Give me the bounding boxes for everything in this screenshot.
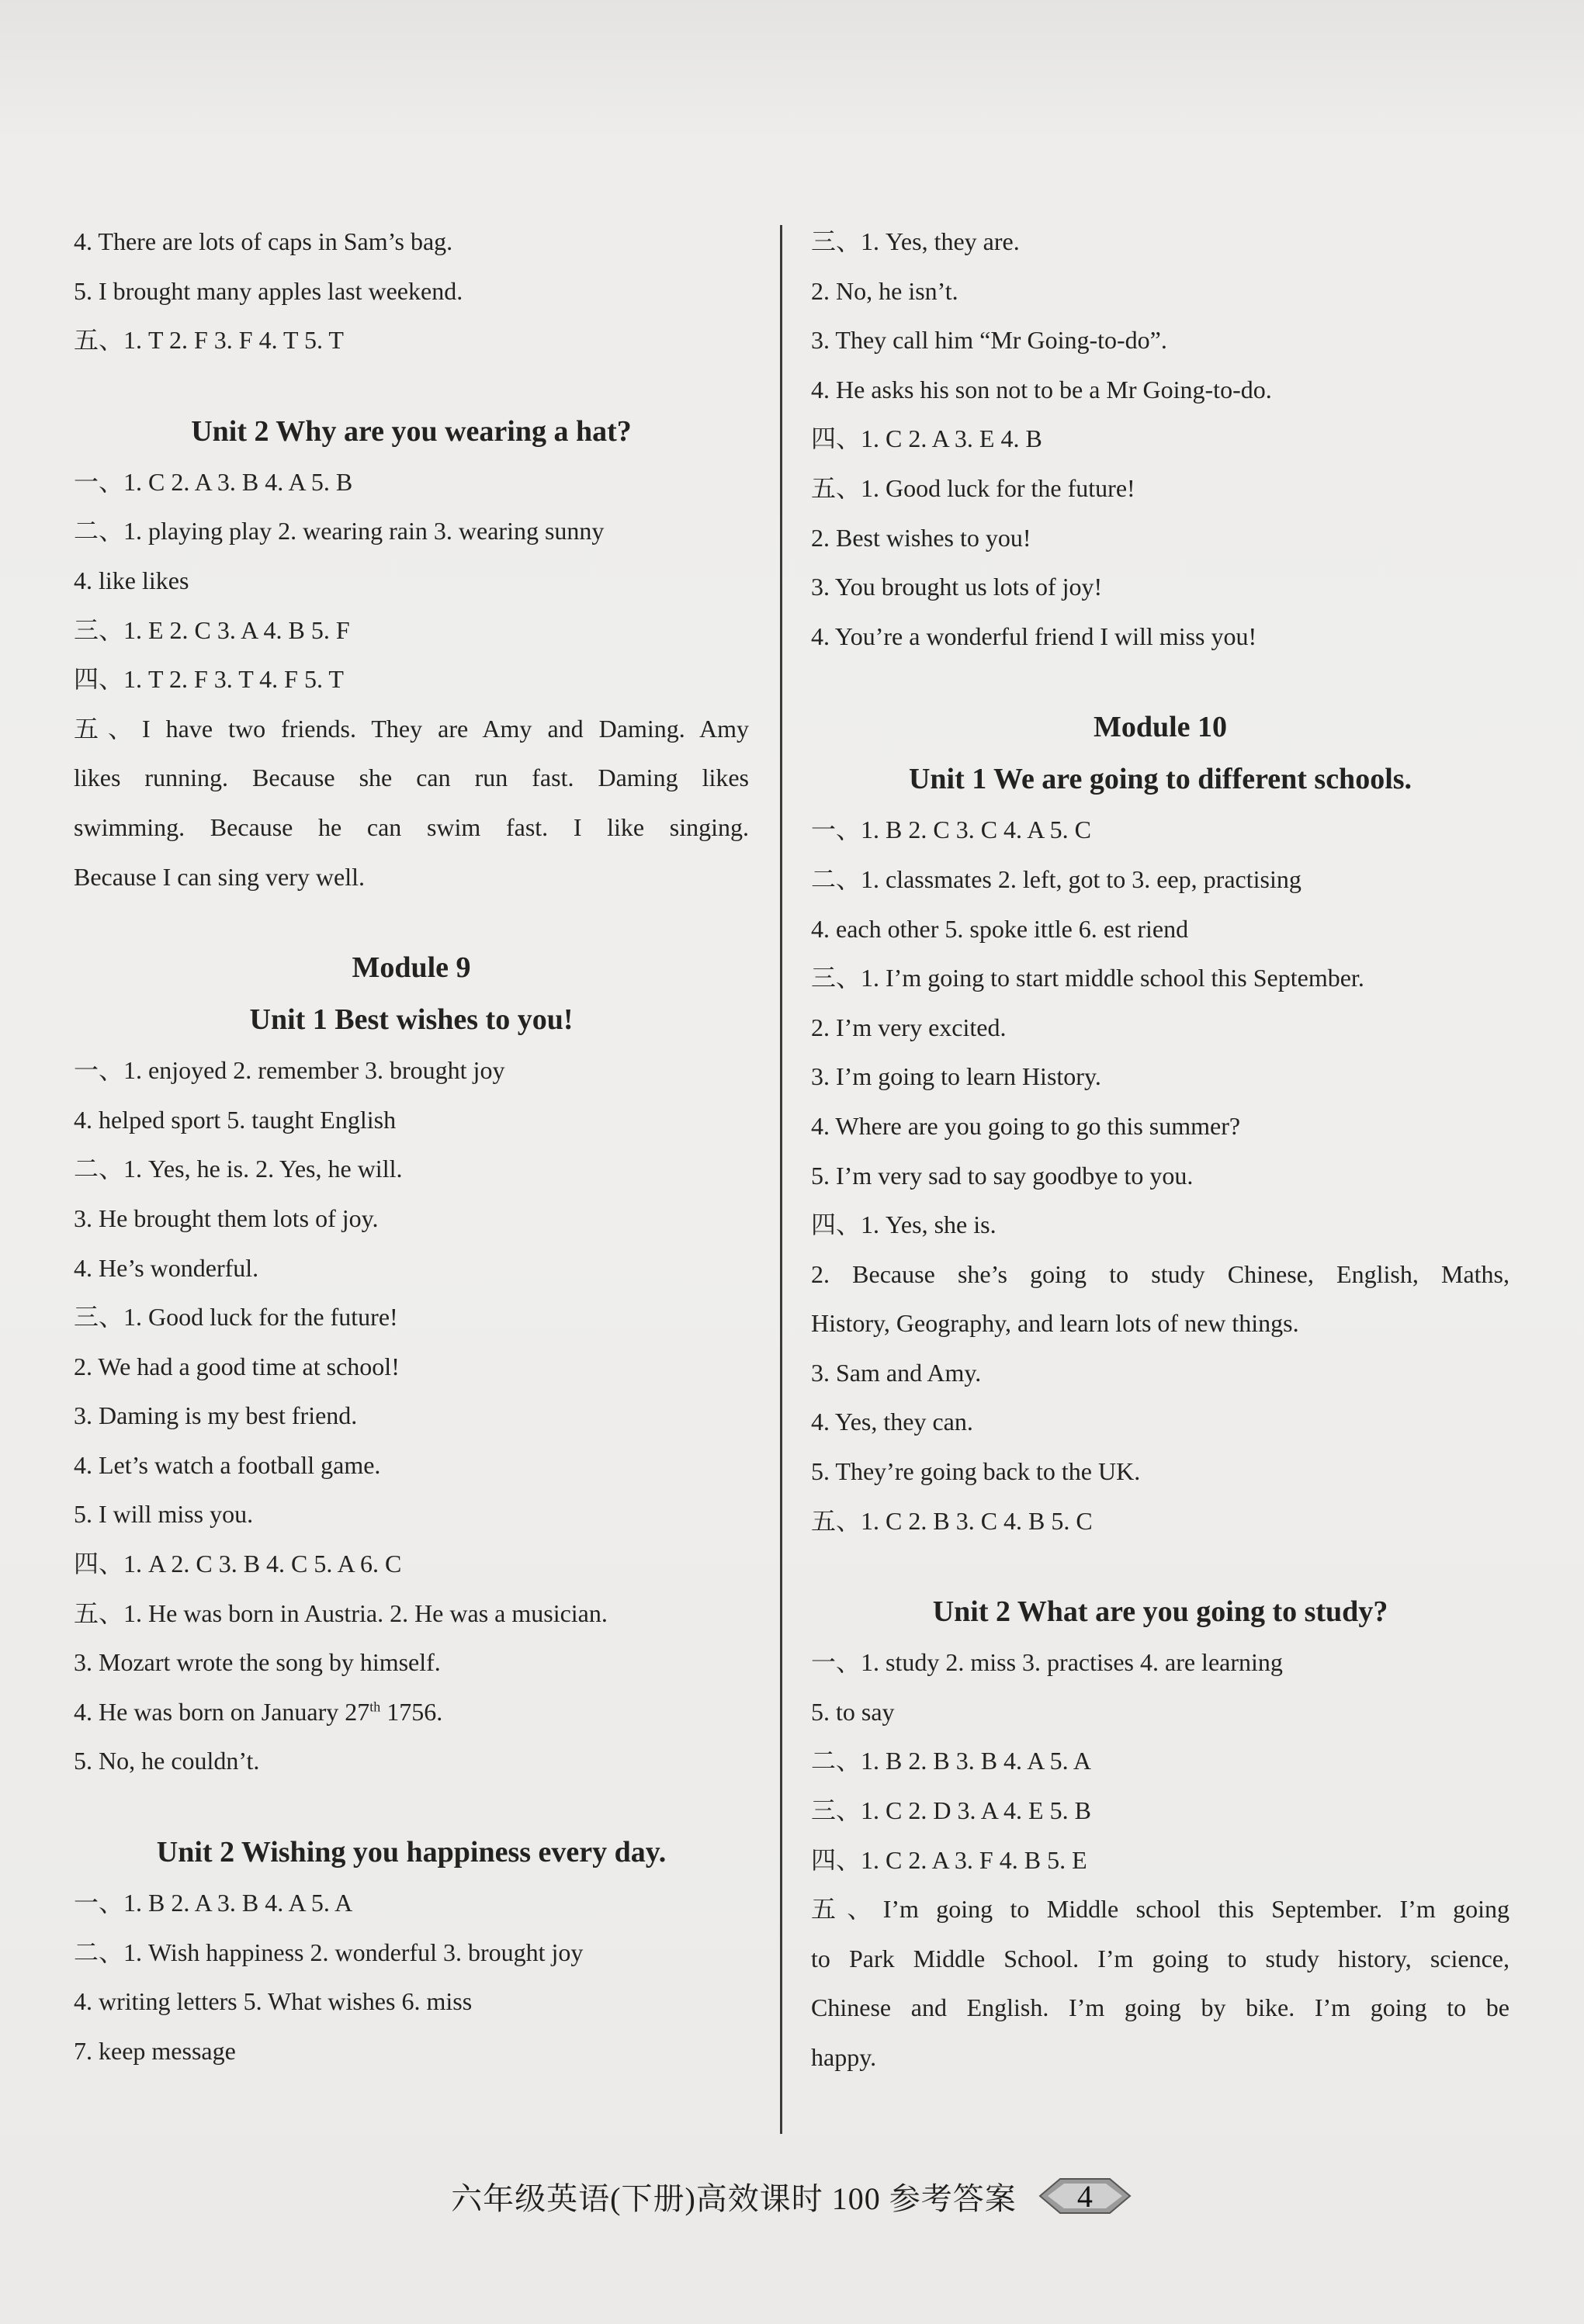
answer-line: 2. Because she’s going to study Chinese, English, Maths, bbox=[811, 1259, 1509, 1288]
answer-line: 3. Sam and Amy. bbox=[811, 1358, 982, 1387]
answer-line: 7. keep message bbox=[74, 2036, 236, 2065]
answer-line: 4. writing letters 5. What wishes 6. miss bbox=[74, 1987, 473, 2016]
answer-line: Chinese and English. I’m going by bike. I’m going to be bbox=[811, 1993, 1509, 2022]
answer-line: 4. Yes, they can. bbox=[811, 1408, 973, 1436]
answer-line: History, Geography, and learn lots of new things. bbox=[811, 1309, 1299, 1338]
answer-line: 三、1. I’m going to start middle school this September. bbox=[811, 964, 1364, 992]
answer-line: 四、1. Yes, she is. bbox=[811, 1210, 996, 1239]
footer-title: 六年级英语(下册)高效课时 100 参考答案 bbox=[451, 2180, 1017, 2216]
unit-heading: Unit 1 We are going to different schools. bbox=[908, 763, 1412, 796]
answer-line: swimming. Because he can swim fast. I like singing. bbox=[74, 812, 749, 841]
answer-line: 4. There are lots of caps in Sam’s bag. bbox=[74, 227, 453, 255]
answer-line: 四、1. C 2. A 3. F 4. B 5. E bbox=[811, 1845, 1087, 1874]
answer-line: 4. like likes bbox=[74, 566, 189, 594]
answer-line: 五、I’m going to Middle school this September. I’m going bbox=[811, 1895, 1509, 1924]
answer-line: 二、1. B 2. B 3. B 4. A 5. A bbox=[811, 1747, 1091, 1775]
right-column bbox=[811, 217, 1509, 2083]
answer-line: 2. No, he isn’t. bbox=[811, 276, 958, 305]
born-year-text: 1756. bbox=[380, 1697, 443, 1726]
answer-line: 一、1. enjoyed 2. remember 3. brought joy bbox=[74, 1056, 505, 1085]
answer-line: 4. You’re a wonderful friend I will miss you! bbox=[811, 622, 1257, 650]
answer-line: 3. You brought us lots of joy! bbox=[811, 573, 1103, 601]
answer-line: 2. Best wishes to you! bbox=[811, 523, 1031, 552]
answer-line: 一、1. B 2. A 3. B 4. A 5. A bbox=[74, 1889, 353, 1917]
answer-line: 3. He brought them lots of joy. bbox=[74, 1204, 379, 1232]
answer-line: 5. I will miss you. bbox=[74, 1500, 254, 1529]
unit-heading: Unit 2 Why are you wearing a hat? bbox=[191, 414, 632, 448]
answer-line: 2. We had a good time at school! bbox=[74, 1352, 400, 1380]
answer-line: 三、1. C 2. D 3. A 4. E 5. B bbox=[811, 1796, 1091, 1825]
answer-line: likes running. Because she can run fast. Daming likes bbox=[74, 764, 749, 792]
answer-line: 4. He’s wonderful. bbox=[74, 1253, 259, 1282]
answer-line: 二、1. playing play 2. wearing rain 3. wearing sunny bbox=[74, 517, 605, 545]
answer-line: 5. They’re going back to the UK. bbox=[811, 1457, 1141, 1486]
answer-line: 五、1. Good luck for the future! bbox=[811, 473, 1135, 502]
page-number-badge bbox=[1037, 2177, 1133, 2215]
answer-line: 五、I have two friends. They are Amy and Daming. Amy bbox=[74, 714, 749, 743]
answer-line: Because I can sing very well. bbox=[74, 862, 365, 891]
answer-line: 5. I’m very sad to say goodbye to you. bbox=[811, 1161, 1194, 1190]
answer-line: 五、1. He was born in Austria. 2. He was a musician. bbox=[74, 1598, 608, 1627]
answer-line: 二、1. classmates 2. left, got to 3. eep, practising bbox=[811, 864, 1302, 893]
answer-line: 4. helped sport 5. taught English bbox=[74, 1105, 397, 1134]
answer-line: 一、1. study 2. miss 3. practises 4. are learning bbox=[811, 1648, 1283, 1677]
answer-line: 5. I brought many apples last weekend. bbox=[74, 276, 463, 305]
left-column bbox=[74, 217, 749, 2076]
answer-line: 3. Daming is my best friend. bbox=[74, 1401, 358, 1430]
answer-line: 一、1. B 2. C 3. C 4. A 5. C bbox=[811, 816, 1091, 844]
answer-line: to Park Middle School. I’m going to study history, science, bbox=[811, 1944, 1509, 1972]
unit-heading: Unit 1 Best wishes to you! bbox=[249, 1003, 574, 1037]
answer-line: 三、1. E 2. C 3. A 4. B 5. F bbox=[74, 615, 350, 644]
answer-line: 3. They call him “Mr Going-to-do”. bbox=[811, 326, 1167, 355]
ordinal-suffix: th bbox=[369, 1699, 381, 1715]
answer-line: happy. bbox=[811, 2043, 877, 2071]
unit-heading: Unit 2 What are you going to study? bbox=[932, 1595, 1388, 1629]
answer-line: 3. I’m going to learn History. bbox=[811, 1062, 1101, 1091]
unit-heading: Unit 2 Wishing you happiness every day. bbox=[156, 1836, 667, 1869]
answer-line: 4. Where are you going to go this summer? bbox=[811, 1111, 1241, 1140]
page-footer bbox=[0, 2165, 1584, 2227]
born-date-text: 4. He was born on January 27 bbox=[74, 1697, 370, 1726]
module-heading: Module 10 bbox=[1093, 711, 1228, 744]
answer-line: 4. Let’s watch a football game. bbox=[74, 1450, 381, 1479]
answer-line: 四、1. T 2. F 3. T 4. F 5. T bbox=[74, 665, 344, 694]
answer-line: 四、1. C 2. A 3. E 4. B bbox=[811, 424, 1042, 453]
answer-line: 五、1. C 2. B 3. C 4. B 5. C bbox=[811, 1506, 1093, 1535]
answer-line: 四、1. A 2. C 3. B 4. C 5. A 6. C bbox=[74, 1550, 402, 1578]
answer-line: 二、1. Yes, he is. 2. Yes, he will. bbox=[74, 1155, 403, 1183]
answer-line: 2. I’m very excited. bbox=[811, 1013, 1007, 1041]
answer-line: 5. No, he couldn’t. bbox=[74, 1747, 260, 1775]
answer-line: 4. each other 5. spoke ittle 6. est riend bbox=[811, 914, 1189, 943]
answer-line: 一、1. C 2. A 3. B 4. A 5. B bbox=[74, 467, 353, 496]
answer-line: 三、1. Good luck for the future! bbox=[74, 1303, 398, 1332]
answer-line bbox=[74, 1688, 749, 1737]
answer-line: 二、1. Wish happiness 2. wonderful 3. brought joy bbox=[74, 1938, 584, 1966]
answer-line: 五、1. T 2. F 3. F 4. T 5. T bbox=[74, 326, 344, 355]
answer-line: 4. He asks his son not to be a Mr Going-to-do. bbox=[811, 375, 1272, 403]
answer-line: 5. to say bbox=[811, 1697, 895, 1726]
answer-line: 三、1. Yes, they are. bbox=[811, 227, 1020, 255]
answer-line: 3. Mozart wrote the song by himself. bbox=[74, 1648, 441, 1677]
column-divider bbox=[780, 225, 782, 2134]
module-heading: Module 9 bbox=[352, 951, 471, 985]
page-number: 4 bbox=[1076, 2178, 1093, 2214]
